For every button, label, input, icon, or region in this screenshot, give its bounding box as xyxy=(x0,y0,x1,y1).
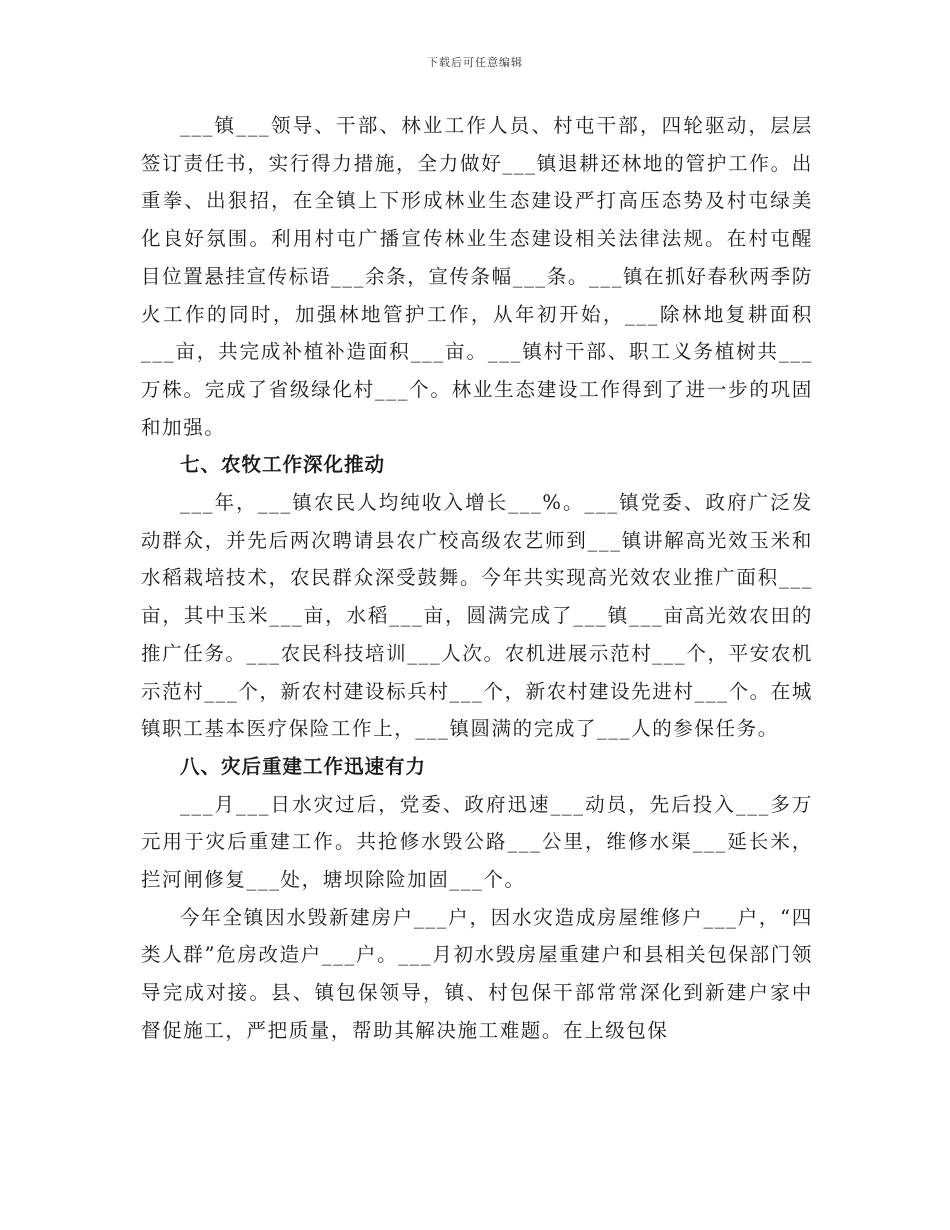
section-heading-disaster-rebuild: 八、灾后重建工作迅速有力 xyxy=(180,754,427,778)
paragraph-forestry: ___镇___领导、干部、林业工作人员、村屯干部，四轮驱动，层层签订责任书，实行得力措施，全力做好___镇退耕还林地的管护工作。出重拳、出狠招，在全镇上下形成林业生态建设严打高压态势及村屯绿美化良好氛围。利用村屯广播宣传林业生态建设相关法律法规。在村屯醒目位置悬挂宣传标语___余条，宣传条幅___条。___镇在抓好春秋两季防火工作的同时，加强林地管护工作，从年初开始，___除林地复耕面积___亩，共完成补植补造面积___亩。___镇村干部、职工义务植树共___万株。完成了省级绿化村___个。林业生态建设工作得到了进一步的巩固和加强。 xyxy=(141,114,813,439)
paragraph-housing: 今年全镇因水毁新建房户___户，因水灾造成房屋维修户___户，“四类人群”危房改造户___户。___月初水毁房屋重建户和县相关包保部门领导完成对接。县、镇包保领导，镇、村包保干部常常深化到新建户家中督促施工，严把质量，帮助其解决施工难题。在上级包保 xyxy=(141,905,813,1042)
paragraph-agriculture: ___年，___镇农民人均纯收入增长___%。___镇党委、政府广泛发动群众，并先后两次聘请县农广校高级农艺师到___镇讲解高光效玉米和水稻栽培技术，农民群众深受鼓舞。今年共实现高光效农业推广面积___亩，其中玉米___亩，水稻___亩，圆满完成了___镇___亩高光效农田的推广任务。___农民科技培训___人次。农机进展示范村___个，平安农机示范村___个，新农村建设标兵村___个，新农村建设先进村___个。在城镇职工基本医疗保险工作上，___镇圆满的完成了___人的参保任务。 xyxy=(141,491,813,741)
document-body xyxy=(141,107,813,1050)
paragraph-disaster-rebuild: ___月___日水灾过后，党委、政府迅速___动员，先后投入___多万元用于灾后重建工作。共抢修水毁公路___公里，维修水渠___延长米，拦河闸修复___处，塘坝除险加固___个。 xyxy=(141,792,813,892)
section-heading-agriculture: 七、农牧工作深化推动 xyxy=(180,453,386,477)
page-header-watermark: 下载后可任意编辑 xyxy=(427,56,523,69)
